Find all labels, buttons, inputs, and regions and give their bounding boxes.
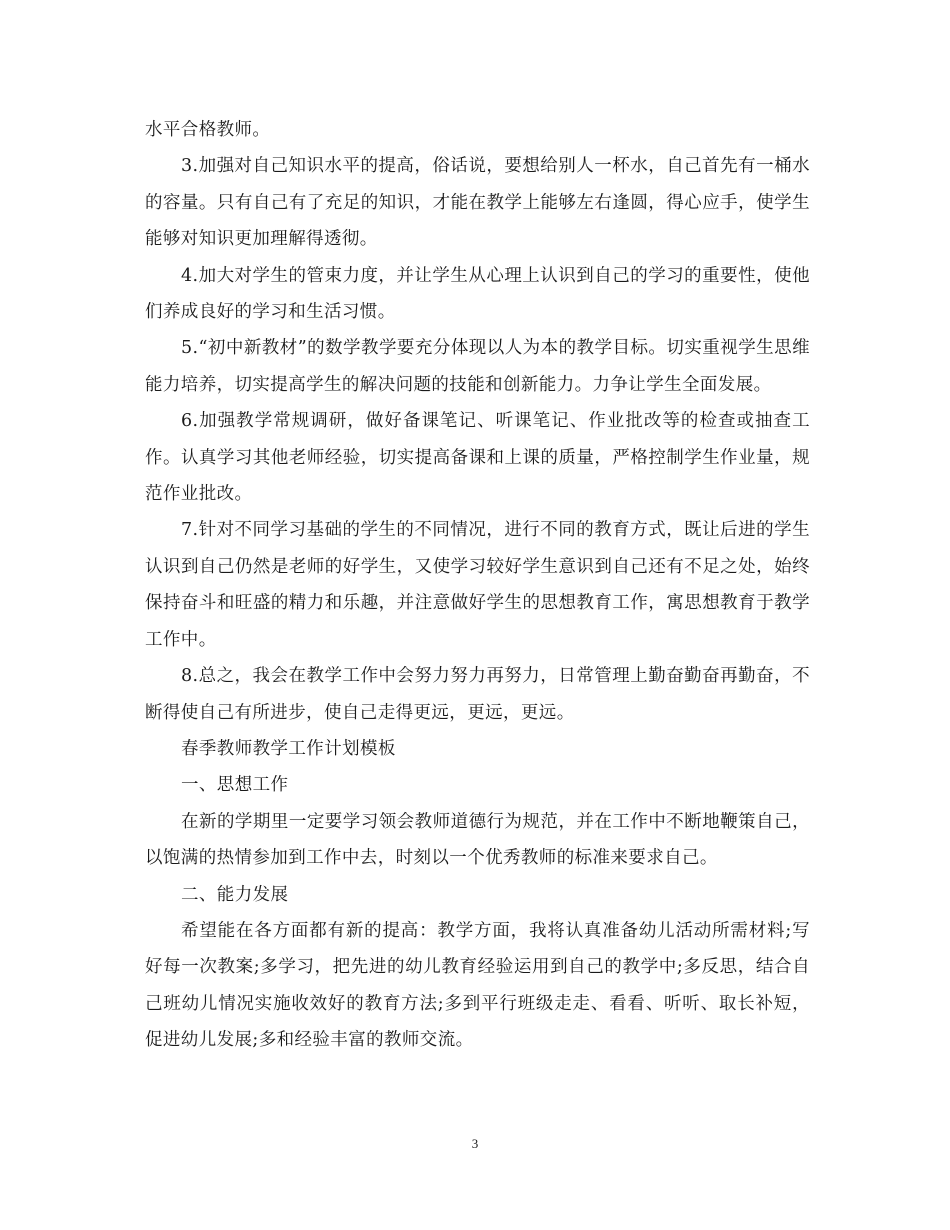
paragraph: 8.总之，我会在教学工作中会努力努力再努力，日常管理上勤奋勤奋再勤奋，不断得使自己有所进步，使自己走得更远，更远，更远。 [145, 666, 810, 723]
section-title: 春季教师教学工作计划模板 [181, 738, 396, 759]
page-number: 3 [471, 1136, 479, 1151]
paragraph: 5.“初中新教材”的数学教学要充分体现以人为本的教学目标。切实重视学生思维能力培养，切实提高学生的解决问题的技能和创新能力。力争让学生全面发展。 [145, 338, 810, 395]
paragraph: 6.加强教学常规调研，做好备课笔记、听课笔记、作业批改等的检查或抽查工作。认真学习其他老师经验，切实提高备课和上课的质量，严格控制学生作业量，规范作业批改。 [145, 411, 810, 505]
paragraph: 在新的学期里一定要学习领会教师道德行为规范，并在工作中不断地鞭策自己，以饱满的热情参加到工作中去，时刻以一个优秀教师的标准来要求自己。 [145, 811, 810, 869]
section-heading: 二、能力发展 [181, 884, 289, 905]
section-heading: 一、思想工作 [181, 775, 289, 796]
paragraph: 3.加强对自己知识水平的提高，俗话说，要想给别人一杯水，自己首先有一桶水的容量。只有自己有了充足的知识，才能在教学上能够左右逢圆，得心应手，使学生能够对知识更加理解得透彻。 [145, 156, 810, 250]
document-body [145, 112, 810, 1059]
paragraph: 7.针对不同学习基础的学生的不同情况，进行不同的教育方式，既让后进的学生认识到自己仍然是老师的好学生，又使学习较好学生意识到自己还有不足之处，始终保持奋斗和旺盛的精力和乐趣，并注意做好学生的思想教育工作，寓思想教育于教学工作中。 [145, 520, 810, 650]
paragraph: 4.加大对学生的管束力度，并让学生从心理上认识到自己的学习的重要性，使他们养成良好的学习和生活习惯。 [145, 265, 810, 323]
paragraph: 希望能在各方面都有新的提高：教学方面，我将认真准备幼儿活动所需材料;写好每一次教案;多学习，把先进的幼儿教育经验运用到自己的教学中;多反思，结合自己班幼儿情况实施收效好的教育方法;多到平行班级走走、看看、听听、取长补短，促进幼儿发展;多和经验丰富的教师交流。 [145, 920, 810, 1051]
paragraph: 水平合格教师。 [145, 120, 271, 140]
